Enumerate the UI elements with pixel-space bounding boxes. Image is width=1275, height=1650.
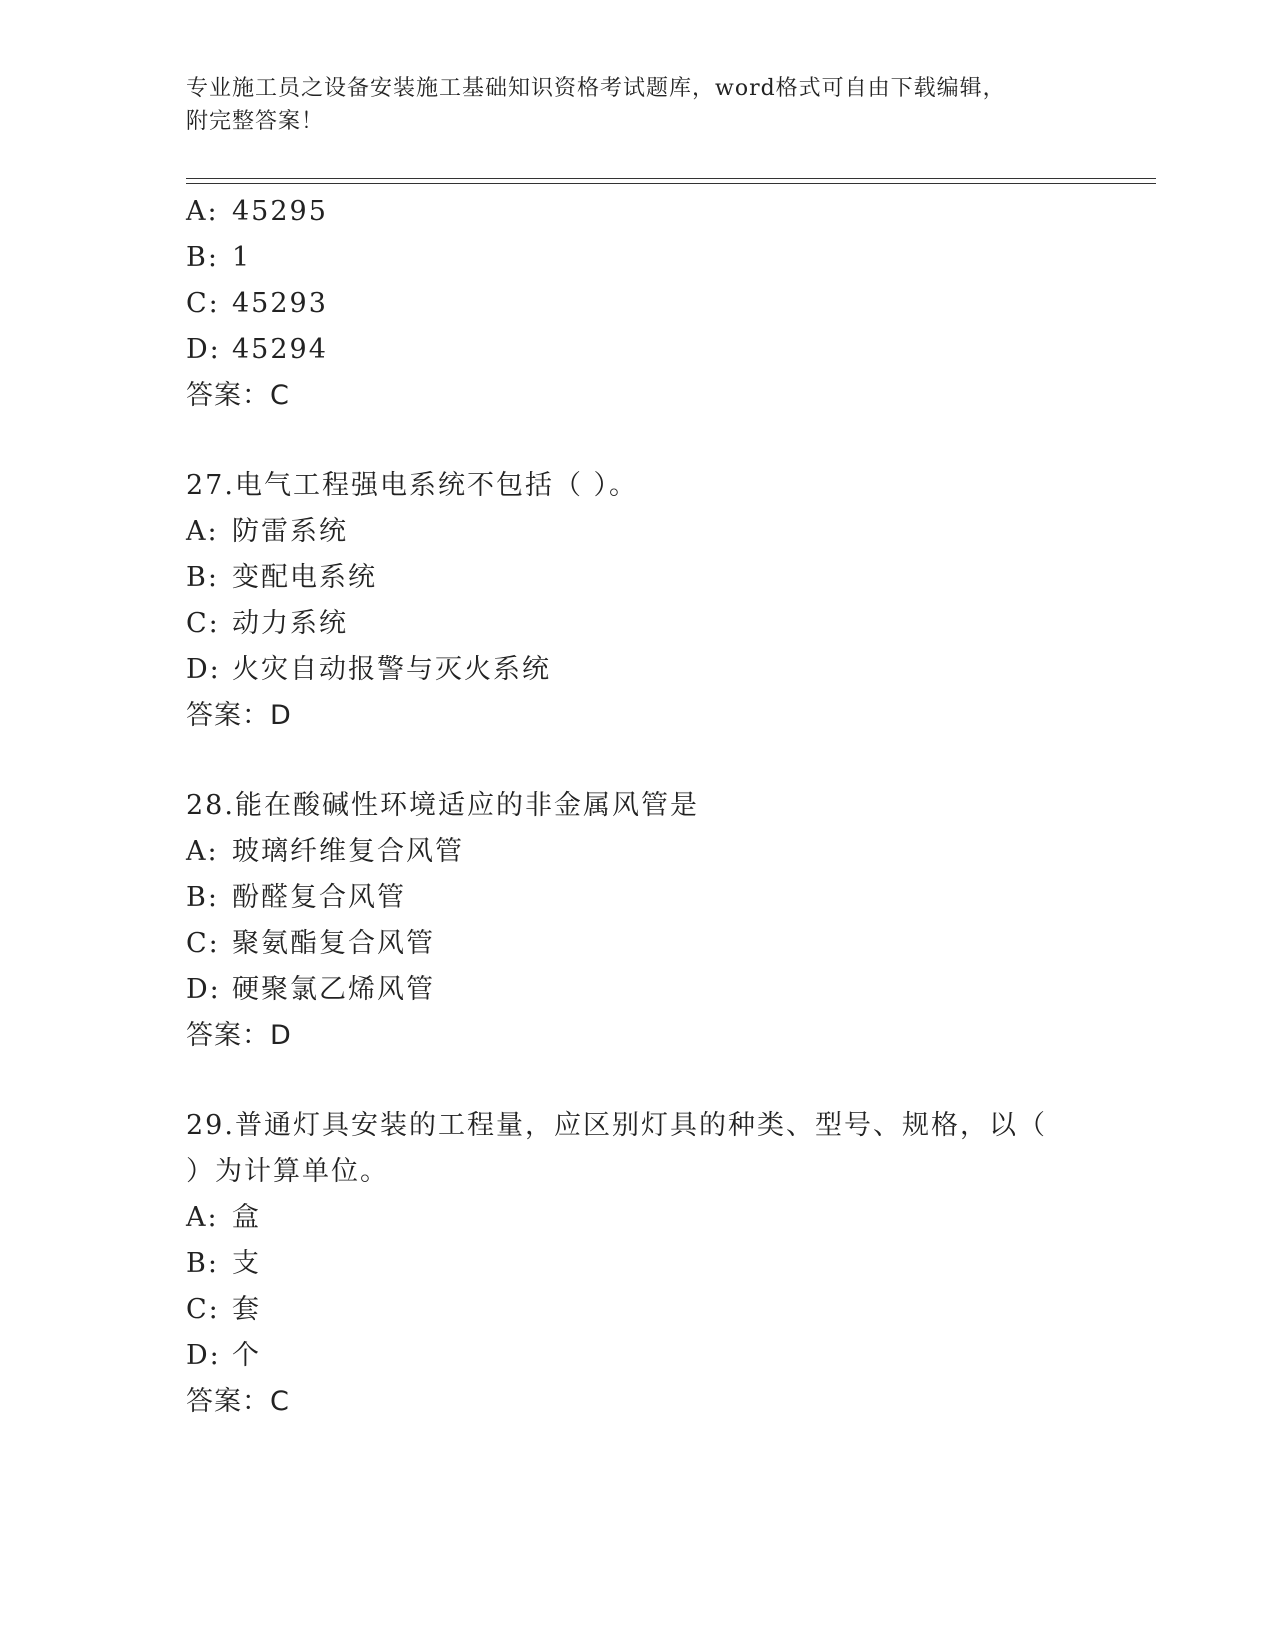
option-c: C: 套	[186, 1294, 261, 1325]
question-stem: 28.能在酸碱性环境适应的非金属风管是	[186, 790, 699, 821]
question-stem-line-1: 29.普通灯具安装的工程量，应区别灯具的种类、型号、规格，以（	[186, 1110, 1047, 1141]
question-list	[186, 189, 1156, 1425]
option-d: D: 个	[186, 1340, 261, 1371]
option-c: C: 动力系统	[186, 608, 348, 639]
header-line-1: 专业施工员之设备安装施工基础知识资格考试题库，word格式可自由下载编辑，	[186, 76, 1006, 101]
option-d: D: 火灾自动报警与灭火系统	[186, 654, 551, 685]
option-a: A: 防雷系统	[186, 516, 348, 547]
option-d: D: 硬聚氯乙烯风管	[186, 974, 435, 1005]
option-a: A: 盒	[186, 1202, 261, 1233]
document-header	[186, 72, 1066, 138]
question-27-block	[186, 463, 1156, 739]
option-b: B: 酚醛复合风管	[186, 882, 406, 913]
header-divider-bottom	[186, 183, 1156, 184]
answer-line: 答案：C	[186, 1386, 290, 1417]
option-a: A: 玻璃纤维复合风管	[186, 836, 464, 867]
option-b: B: 支	[186, 1248, 261, 1279]
question-29-block	[186, 1103, 1156, 1425]
answer-line: 答案：D	[186, 1020, 292, 1051]
option-b: B: 1	[186, 242, 252, 273]
answer-line: 答案：D	[186, 700, 292, 731]
question-stem: 27.电气工程强电系统不包括（ ）。	[186, 470, 639, 501]
header-line-2: 附完整答案！	[186, 109, 325, 134]
option-c: C: 45293	[186, 288, 328, 319]
option-d: D: 45294	[186, 334, 328, 365]
option-b: B: 变配电系统	[186, 562, 377, 593]
question-stem-line-2: ）为计算单位。	[186, 1156, 389, 1187]
answer-line: 答案：C	[186, 380, 290, 411]
option-a: A: 45295	[186, 196, 328, 227]
header-divider-top	[186, 178, 1156, 179]
option-c: C: 聚氨酯复合风管	[186, 928, 435, 959]
question-28-block	[186, 783, 1156, 1059]
question-26-block	[186, 189, 1156, 419]
